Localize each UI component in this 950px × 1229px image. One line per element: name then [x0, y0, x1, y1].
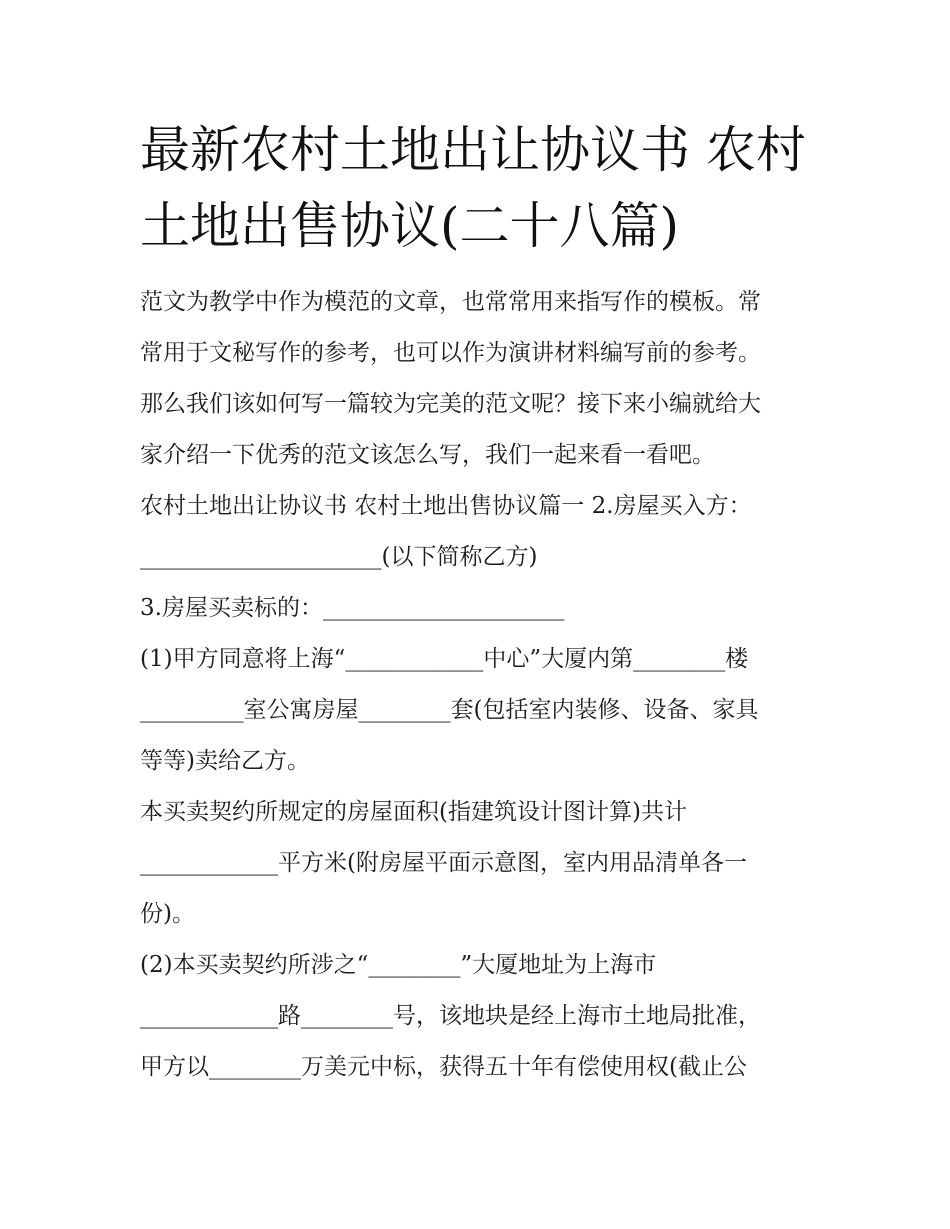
body-line: 份)。	[140, 901, 195, 927]
body-line: ____________路________号，该地块是经上海市土地局批准，	[140, 1003, 761, 1029]
body-line: 范文为教学中作为模范的文章，也常常用来指写作的模板。常	[140, 289, 761, 315]
document-title	[140, 112, 820, 264]
title-line: 土地出售协议(二十八篇)	[140, 197, 680, 255]
body-line: _________室公寓房屋________套(包括室内装修、设备、家具	[140, 697, 759, 723]
body-line: 那么我们该如何写一篇较为完美的范文呢？接下来小编就给大	[140, 391, 761, 417]
body-line: (1)甲方同意将上海“____________中心”大厦内第________楼	[140, 646, 749, 672]
body-line: 家介绍一下优秀的范文该怎么写，我们一起来看一看吧。	[140, 442, 715, 468]
body-line: 农村土地出让协议书 农村土地出售协议篇一 2.房屋买入方：	[140, 493, 752, 519]
body-line: 常用于文秘写作的参考，也可以作为演讲材料编写前的参考。	[140, 340, 761, 366]
title-line: 最新农村土地出让协议书 农村	[140, 121, 806, 179]
document-body	[140, 277, 830, 1093]
body-line: (2)本买卖契约所涉之“________”大厦地址为上海市	[140, 952, 657, 978]
body-line: 3.房屋买卖标的：_____________________	[140, 595, 565, 621]
body-line: 甲方以________万美元中标，获得五十年有偿使用权(截止公	[140, 1054, 747, 1080]
body-line: ____________平方米(附房屋平面示意图，室内用品清单各一	[140, 850, 747, 876]
body-line: _____________________(以下简称乙方)	[140, 544, 538, 570]
body-line: 等等)卖给乙方。	[140, 748, 310, 774]
body-line: 本买卖契约所规定的房屋面积(指建筑设计图计算)共计	[140, 799, 687, 825]
